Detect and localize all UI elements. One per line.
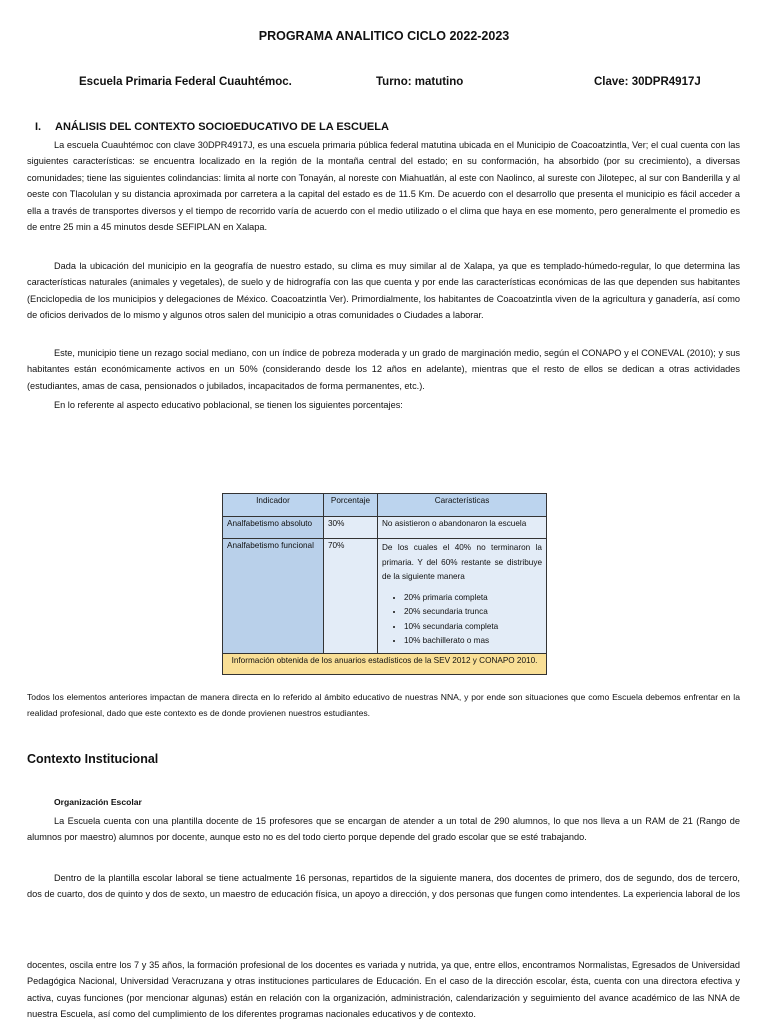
table-cell-percent: 30% [324, 517, 378, 539]
table-cell-characteristics [378, 539, 547, 654]
school-name: Escuela Primaria Federal Cuauhtémoc. [79, 76, 292, 88]
paragraph-location: La escuela Cuauhtémoc con clave 30DPR4917J, es una escuela primaria pública federal matutina ubicada en el Municipio de Coacoatzintla, Ver; el cual cuenta con las siguientes características: se encuentra localizado en la región de la montaña central del estado; en su conformación, ha absorbido (por su crecimiento), a diversas comunidades; tiene las siguientes colindancias: limita al norte con Tonayán, al noreste con Miahuatlán, al este con Naolinco, al sureste con Jilotepec, al sur con Banderilla y al oeste con Tlacolulan y su distancia aproximada por carretera a la capital del estado es de 11.5 Km. De acuerdo con el desarrollo que presenta el municipio es fácil acceder a ella a través de transportes diversos y el tiempo de recorrido varía de acuerdo con el medio utilizado o el clima que haya en ese momento, pero generalmente el promedio es de entre 25 min a 45 minutos desde SEFIPLAN en Xalapa. [27, 140, 740, 233]
table-header-indicator: Indicador [223, 494, 324, 517]
section-heading-institutional: Contexto Institucional [27, 752, 159, 766]
education-stats-table [222, 493, 547, 675]
document-title: PROGRAMA ANALITICO CICLO 2022-2023 [258, 29, 510, 43]
paragraph-staff-distribution: Dentro de la plantilla escolar laboral se tiene actualmente 16 personas, repartidos de la siguiente manera, dos docentes de primero, dos de segundo, dos de tercero, dos de cuarto, dos de quinto y dos de sexto, un maestro de educación física, un apoyo a dirección, y dos personas que fungen como intendentes. La experiencia laboral de los [27, 873, 741, 900]
school-code: Clave: 30DPR4917J [594, 76, 701, 88]
table-cell-characteristics: No asistieron o abandonaron la escuela [378, 517, 547, 539]
characteristics-text: De los cuales el 40% no terminaron la primaria. Y del 60% restante se distribuye de la siguiente manera [382, 543, 542, 581]
paragraph-climate: Dada la ubicación del municipio en la geografía de nuestro estado, su clima es muy similar al de Xalapa, ya que es templado-húmedo-regular, lo que determina las características naturales (animales y vegetales), de suelo y de hidrografía con las que cuenta y por ende las características económicas de las que dependen sus habitantes (Enciclopedia de los municipios y delegaciones de México. Coacoatzintla Ver). Primordialmente, los habitantes de Coacoatzintla viven de la agricultura y ganadería, así como de oficios derivados de lo mismo y algunos otros salen del municipio a otras comunidades o Ciudades a laborar. [27, 261, 740, 321]
school-shift: Turno: matutino [376, 76, 464, 88]
section-number: I. [35, 121, 42, 133]
table-cell-indicator: Analfabetismo funcional [223, 539, 324, 654]
table-header-percent: Porcentaje [324, 494, 378, 517]
table-row [223, 517, 547, 539]
list-item: • 10% bachillerato o mas [404, 634, 542, 649]
paragraph-socioeconomic: Este, municipio tiene un rezago social mediano, con un índice de pobreza moderada y un grado de marginación medio, según el CONAPO y el CONEVAL (2010); y sus habitantes están económicamente activos en un 50% (considerando desde los 12 años en adelante), mientras que el resto de ellos se dedican a otras actividades (estudiantes, amas de casa, pensionados o jubilados, incapacitados de forma permanentes, etc.). [27, 348, 740, 391]
distribution-list [382, 591, 542, 649]
table-header-row [223, 494, 547, 517]
subheading-organization: Organización Escolar [54, 797, 142, 807]
paragraph-staff-experience: docentes, oscila entre los 7 y 35 años, la formación profesional de los docentes es variada y nutrida, ya que, entre ellos, encontramos Normalistas, Egresados de Universidad Pedagógica Nacional, Universidad Veracruzana y otras instituciones particulares de Educación. En el caso de la dirección escolar, ésta, cuenta con una directora efectiva y activa, cuyas funciones (por mencionar algunas) están en relación con la organización, administración, calendarización y seguimiento del avance académico de las NNA de nuestra Escuela, así como del cumplimiento de los diferentes programas nacionales educativos y de contexto. [27, 960, 740, 1020]
section-title: ANÁLISIS DEL CONTEXTO SOCIOEDUCATIVO DE LA ESCUELA [55, 121, 389, 133]
paragraph-impact: Todos los elementos anteriores impactan de manera directa en lo referido al ámbito educativo de nuestras NNA, y por ende son situaciones que como Escuela debemos enfrentar en la realidad profesional, dado que este contexto es de donde provienen nuestros estudiantes. [27, 692, 740, 719]
list-item: • 20% secundaria trunca [404, 605, 542, 620]
table-header-characteristics: Características [378, 494, 547, 517]
table-row [223, 539, 547, 654]
table-source-note: Información obtenida de los anuarios estadísticos de la SEV 2012 y CONAPO 2010. [223, 653, 547, 674]
paragraph-education-intro: En lo referente al aspecto educativo poblacional, se tienen los siguientes porcentajes: [54, 400, 403, 410]
table-cell-percent: 70% [324, 539, 378, 654]
section-heading [35, 121, 389, 133]
list-item: • 20% primaria completa [404, 591, 542, 606]
paragraph-staff: La Escuela cuenta con una plantilla docente de 15 profesores que se encargan de atender a un total de 290 alumnos, lo que nos lleva a un RAM de 21 (Rango de alumnos por maestro) alumnos por docente, aunque esto no es del todo cierto porque depende del grado escolar que se esté trabajando. [27, 816, 740, 843]
list-item: • 10% secundaria completa [404, 620, 542, 635]
table-cell-indicator: Analfabetismo absoluto [223, 517, 324, 539]
table-note-row [223, 653, 547, 674]
